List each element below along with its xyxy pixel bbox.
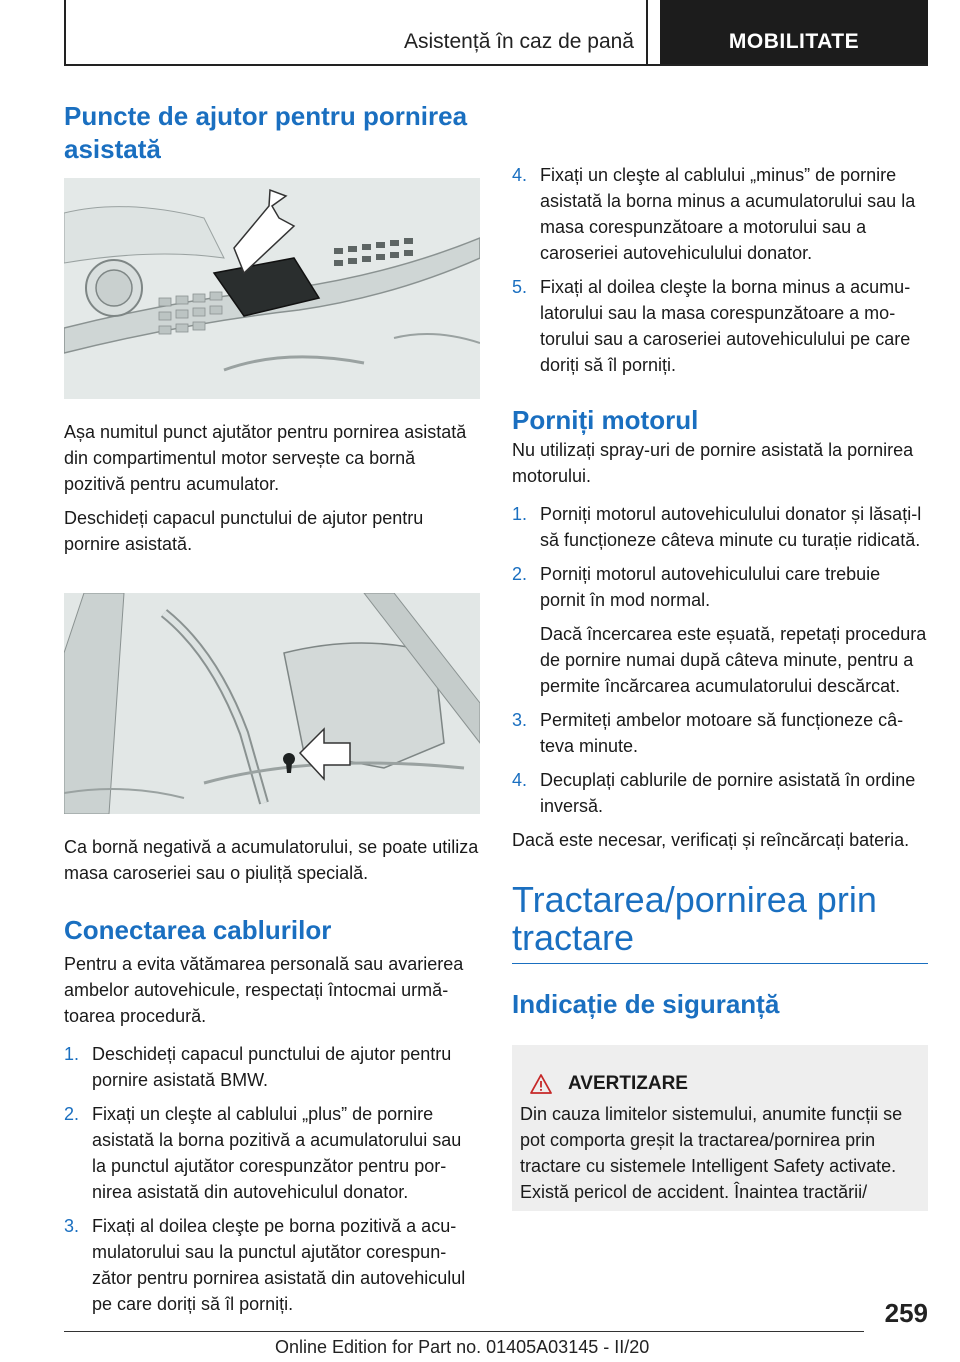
list-item xyxy=(64,1041,480,1093)
footer-rule xyxy=(64,1331,864,1332)
step-number: 4. xyxy=(512,770,528,790)
header-section xyxy=(64,0,648,64)
step-text: Fixați un cleşte al cablului „plus” de pornire asistată la borna pozitivă a acumulatorului sau la punctul ajutător corespunzător pentru pornirea asistată din autovehiculul donator. xyxy=(92,1104,462,1202)
step-text: Permiteți ambelor motoare să funcționeze câteva minute. xyxy=(540,710,904,756)
step-number: 2. xyxy=(512,564,528,584)
paragraph-no-spray: Nu utilizați spray-uri de pornire asistată la pornirea motorului. xyxy=(512,440,914,486)
step-subtext: Dacă încercarea este eșuată, repetați procedura de pornire numai după câteva minute, pentru a permite încărcarea acumulatorului descărcat. xyxy=(540,624,927,696)
warning-triangle-icon xyxy=(530,1074,552,1094)
paragraph-open-cover: Deschideți capacul punctului de ajutor pentru pornire asistată. xyxy=(64,508,424,554)
step-text: Deschideți capacul punctului de ajutor pentru pornire asistată BMW. xyxy=(92,1044,452,1090)
left-column xyxy=(64,100,480,1317)
list-item xyxy=(512,707,928,759)
step-number: 1. xyxy=(64,1044,80,1064)
chapter-title: MOBILITATE xyxy=(728,30,860,53)
start-steps-list xyxy=(512,501,928,819)
engine-bay-illustration-1 xyxy=(64,178,480,399)
list-item xyxy=(512,767,928,819)
step-text: Porniți motorul autovehiculului donator și lăsați-l să funcționeze câteva minute cu turație ridicată. xyxy=(540,504,922,550)
list-item xyxy=(64,1213,480,1317)
warning-box xyxy=(512,1045,928,1211)
page-number: 259 xyxy=(884,1298,928,1328)
step-text: Fixați al doilea cleşte la borna minus a acumulatorului sau la masa corespunzătoare a motorului sau a caroseriei autovehiculului pe care doriți să îl porniți. xyxy=(540,277,911,375)
paragraph-connect-intro: Pentru a evita vătămarea personală sau avarierea ambelor autovehicule, respectați întocmai următoarea procedură. xyxy=(64,954,464,1026)
heading-start-engine: Porniți motorul xyxy=(512,405,699,435)
heading-safety-note: Indicație de siguranță xyxy=(512,989,780,1019)
step-number: 1. xyxy=(512,504,528,524)
figure-engine-bay-positive-terminal xyxy=(64,178,480,399)
list-item xyxy=(512,274,928,378)
chapter-tab xyxy=(660,0,928,66)
heading-connect-cables: Conectarea cablurilor xyxy=(64,915,332,945)
step-number: 5. xyxy=(512,277,528,297)
warning-header xyxy=(530,1073,920,1095)
step-text: Decuplați cablurile de pornire asistată în ordine inversă. xyxy=(540,770,916,816)
step-number: 4. xyxy=(512,165,528,185)
warning-text: Din cauza limitelor sistemului, anumite funcții se pot comporta greșit la tractarea/pornirea prin tractare cu sistemele Intelligent Safety activate. Există pericol de accident. Înaintea tractării/ xyxy=(520,1104,903,1202)
connect-steps-list-continued xyxy=(512,162,928,378)
list-item xyxy=(512,561,928,699)
footer-edition: Online Edition for Part no. 01405A03145 - II/20 xyxy=(275,1337,650,1357)
figure-engine-bay-negative-terminal xyxy=(64,593,480,814)
heading-jump-start-points: Puncte de ajutor pentru pornirea asistată xyxy=(64,101,468,164)
engine-bay-illustration-2 xyxy=(64,593,480,814)
step-text: Fixați al doilea cleşte pe borna pozitivă a acumulatorului sau la punctul ajutător corespunzător pentru pornirea asistată din autovehiculul pe care doriți să îl porniți. xyxy=(92,1216,466,1314)
section-title: Asistență în caz de pană xyxy=(404,30,634,53)
paragraph-jump-start-point-desc: Așa numitul punct ajutător pentru pornirea asistată din compartimentul motor servește ca bornă pozitivă pentru acumulator. xyxy=(64,422,467,494)
step-number: 3. xyxy=(64,1216,80,1236)
warning-title: AVERTIZARE xyxy=(568,1073,688,1094)
heading-towing: Tractarea/pornirea prin tractare xyxy=(512,881,928,964)
paragraph-negative-terminal: Ca bornă negativă a acumulatorului, se poate utiliza masa caroseriei sau o piuliță specială. xyxy=(64,837,479,883)
step-text: Fixați un cleşte al cablului „minus” de pornire asistată la borna minus a acumulatorului sau la masa corespunzătoare a motorului sau a caroseriei autovehiculului donator. xyxy=(540,165,916,263)
list-item xyxy=(512,162,928,266)
list-item xyxy=(512,501,928,553)
step-number: 3. xyxy=(512,710,528,730)
list-item xyxy=(64,1101,480,1205)
header-rule xyxy=(64,64,928,66)
paragraph-check-battery: Dacă este necesar, verificați și reîncărcați bateria. xyxy=(512,830,910,850)
right-column xyxy=(512,100,928,1211)
connect-steps-list xyxy=(64,1041,480,1317)
step-number: 2. xyxy=(64,1104,80,1124)
step-text: Porniți motorul autovehiculului care trebuie pornit în mod normal. xyxy=(540,564,881,610)
